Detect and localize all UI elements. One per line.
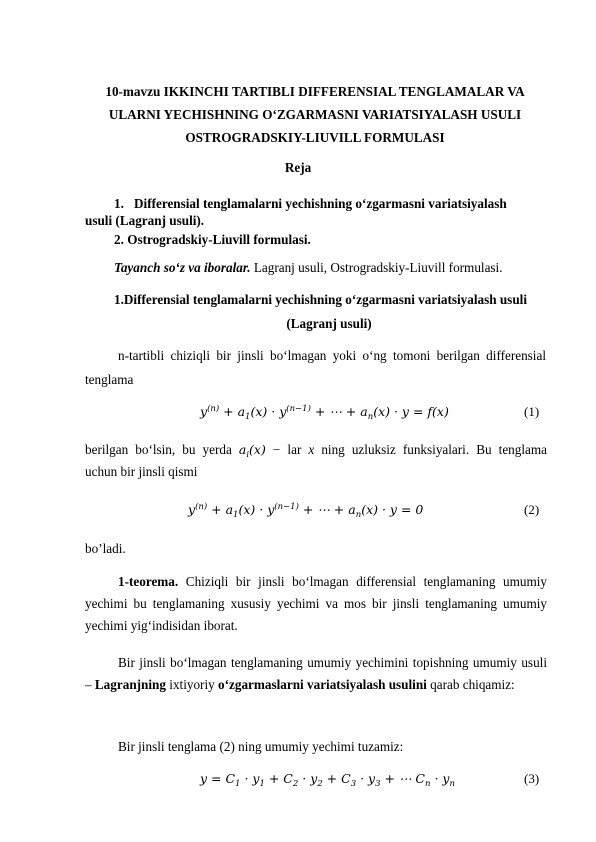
coefficient-a-i: $a_i(x)$ [238, 442, 266, 460]
equation-2: $y^{(n)} + a_1(x) \cdot y^{(n-1)}$ + ⋯ + $a_n(x) \cdot y = 0$ [188, 502, 424, 520]
plan-item-1-line-1: Differensial tenglamalarni yechishning o‘zgarmasni variatsiyalash [134, 196, 507, 211]
document-title: 10-mavzu IKKINCHI TARTIBLI DIFFERENSIAL TENGLAMALAR VA ULARNI YECHISHNING O‘ZGARMASNI VARIATSIYALASH USULI OSTROGRADSKIY-LIUVILL FORMULASI [105, 84, 525, 145]
equation-1: $y^{(n)} + a_1(x) \cdot y^{(n-1)}$ + ⋯ + $a_n(x) \cdot y = f(x)$ [200, 404, 449, 422]
equation-2-number: (2) [524, 502, 540, 517]
equation-3: $y = C_1 \cdot y_1 + C_2 \cdot y_2 + C_3 \cdot y_3$ + ⋯ $C_n \cdot y_n$ [200, 771, 455, 789]
paragraph-3: bo’ladi. [85, 541, 126, 556]
plan-item-2: 2. Ostrogradskiy-Liuvill formulasi. [114, 232, 311, 247]
plan-item-1-number: 1. [114, 196, 124, 211]
keywords-line [114, 258, 503, 278]
equation-3-number: (3) [524, 771, 540, 786]
paragraph-2-line-1: berilgan bo‘lsin, bu yerda $a_i(x)$ − lar x ning uzluksiz funksiyalari. Bu tenglama [85, 442, 547, 460]
paragraph-4: Bir jinsli bo‘lmagan tenglamaning umumiy yechimini topishning umumiy usuli – Lagranjning ixtiyoriy o‘zgarmaslarni variatsiyalash usulini qarab chiqamiz: [85, 655, 547, 692]
equation-1-number: (1) [524, 404, 540, 419]
keywords-label: Tayanch so‘z va iboralar. [114, 260, 251, 275]
section-heading-line-1: 1.Differensial tenglamalarni yechishning o‘zgarmasni variatsiyalash usuli [114, 292, 527, 307]
paragraph-5: Bir jinsli tenglama (2) ning umumiy yechimi tuzamiz: [118, 739, 404, 754]
theorem-1 [85, 571, 547, 637]
theorem-text: Chiziqli bir jinsli bo‘lmagan differensial tenglamaning umumiy yechimi bu tenglamaning xususiy yechimi va mos bir jinsli tenglamaning umumiy yechimi yig‘indisidan iborat. [85, 574, 547, 633]
theorem-label: 1-teorema. [118, 574, 179, 589]
paragraph-1-line-1: n-tartibli chiziqli bir jinsli bo‘lmagan yoki o‘ng tomoni berilgan differensial [118, 348, 546, 363]
plan-item-1-line-2: usuli (Lagranj usuli). [85, 213, 205, 228]
keywords-text: Lagranj usuli, Ostrogradskiy-Liuvill formulasi. [250, 260, 503, 275]
paragraph-1-line-2: tenglama [85, 372, 134, 387]
plan-heading: Reja [284, 160, 312, 175]
section-heading-line-2: (Lagranj usuli) [286, 316, 372, 331]
paragraph-2-line-2: uchun bir jinsli qismi [85, 464, 198, 479]
